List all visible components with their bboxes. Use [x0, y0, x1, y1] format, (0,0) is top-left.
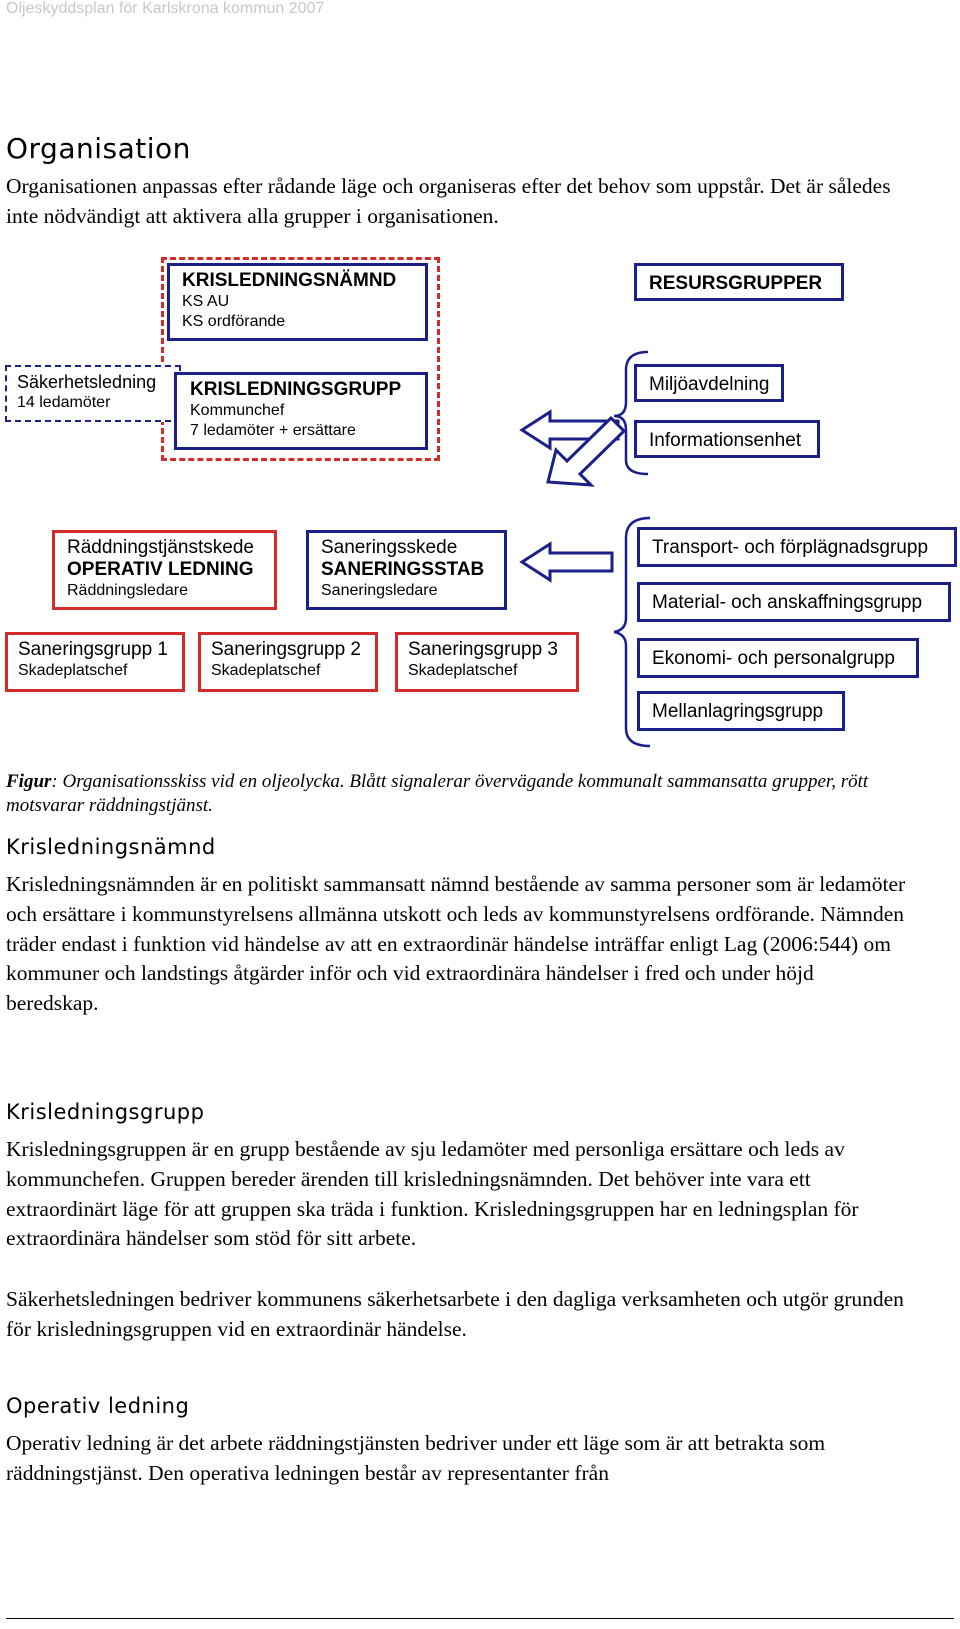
mellanlagring-box: Mellanlagringsgrupp [637, 691, 845, 731]
krisledningsgrupp-line2: 7 ledamöter + ersättare [190, 422, 356, 439]
saneringsgrupp-3-title: Saneringsgrupp 3 [408, 639, 558, 660]
intro-paragraph: Organisationen anpassas efter rådande läge och organiseras efter det behov som uppstår. Det är således inte nödvändigt att aktivera alla grupper i organisationen. [6, 174, 891, 228]
section-title-organisation: Organisation [6, 132, 191, 165]
ekonomi-box: Ekonomi- och personalgrupp [637, 638, 919, 678]
brace-lower-icon [614, 518, 650, 746]
krisledningsnamnd-line2: KS ordförande [182, 313, 286, 330]
raddningstjanstskede-bold: OPERATIV LEDNING [67, 559, 254, 580]
krisledningsgrupp-title: KRISLEDNINGSGRUPP [190, 379, 402, 400]
saneringsgrupp-3-line1: Skadeplatschef [408, 662, 518, 679]
material-box: Material- och anskaffningsgrupp [637, 582, 951, 622]
saneringsskede-line1: Saneringsledare [321, 582, 438, 599]
krisledningsgrupp-paragraph: Krisledningsgruppen är en grupp bestående av sju ledamöter med personliga ersättare och leds av kommunchefen. Gruppen bereder ärenden till krisledningsnämnden. Det behöver inte vara ett extraordinärt läge för att gruppen ska träda i funktion. Krisledningsgruppen har en ledningsplan för extraordinära händelser som stöd för sitt arbete. [6, 1137, 859, 1251]
organisation-diagram [0, 250, 960, 750]
krisledningsnamnd-paragraph: Krisledningsnämnden är en politiskt sammansatt nämnd bestående av samma personer som är ledamöter och ersättare i kommunstyrelsens allmänna utskott och leds av kommunstyrelsens ordförande. Nämnden träder endast i funktion vid händelse av att en extraordinär händelse inträffar enligt Lag (2006:544) om kommuner och landstings åtgärder inför och vid extraordinära händelser i fred och under höjd beredskap. [6, 872, 906, 1016]
saneringsgrupp-1-line1: Skadeplatschef [18, 662, 128, 679]
resursgrupper-box: RESURSGRUPPER [634, 263, 844, 301]
sakerhetsledning-title: Säkerhetsledning [17, 372, 157, 392]
saneringsgrupp-1-title: Saneringsgrupp 1 [18, 639, 168, 660]
sakerhetsledning-paragraph: Säkerhetsledningen bedriver kommunens säkerhetsarbete i den dagliga verksamheten och utgör grunden för krisledningsgruppen vid en extraordinär händelse. [6, 1287, 904, 1341]
section-title-operativ-ledning: Operativ ledning [6, 1394, 190, 1418]
miljoavdelning-box: Miljöavdelning [634, 364, 784, 402]
informationsenhet-box: Informationsenhet [634, 420, 820, 458]
krisledningsnamnd-line1: KS AU [182, 293, 230, 310]
saneringsskede-bold: SANERINGSSTAB [321, 559, 485, 580]
running-header: Oljeskyddsplan för Karlskrona kommun 2007 [6, 0, 325, 17]
sakerhetsledning-line1: 14 ledamöter [17, 394, 111, 411]
raddningstjanstskede-title: Räddningstjänstskede [67, 537, 254, 558]
diagram-connectors [0, 250, 960, 750]
krisledningsgrupp-line1: Kommunchef [190, 402, 285, 419]
saneringsskede-title: Saneringsskede [321, 537, 458, 558]
brace-upper-icon [614, 352, 648, 474]
footer-divider [6, 1618, 954, 1619]
transport-box: Transport- och förplägnadsgrupp [637, 527, 957, 567]
saneringsgrupp-2-title: Saneringsgrupp 2 [211, 639, 361, 660]
saneringsgrupp-2-line1: Skadeplatschef [211, 662, 321, 679]
arrow-saneringsskede-icon [522, 544, 612, 580]
section-title-krisledningsnamnd: Krisledningsnämnd [6, 835, 216, 859]
raddningstjanstskede-line1: Räddningsledare [67, 582, 188, 599]
section-title-krisledningsgrupp: Krisledningsgrupp [6, 1100, 205, 1124]
caption-text: : Organisationsskiss vid en oljeolycka. Blått signalerar övervägande kommunalt sammansatta grupper, rött motsvarar räddningstjänst. [6, 771, 869, 816]
caption-label: Figur [6, 771, 52, 792]
krisledningsnamnd-title: KRISLEDNINGSNÄMND [182, 270, 397, 291]
figure-caption [6, 770, 906, 818]
operativ-ledning-paragraph: Operativ ledning är det arbete räddningstjänsten bedriver under ett läge som är att betrakta som räddningstjänst. Den operativa ledningen består av representanter från [6, 1431, 826, 1485]
